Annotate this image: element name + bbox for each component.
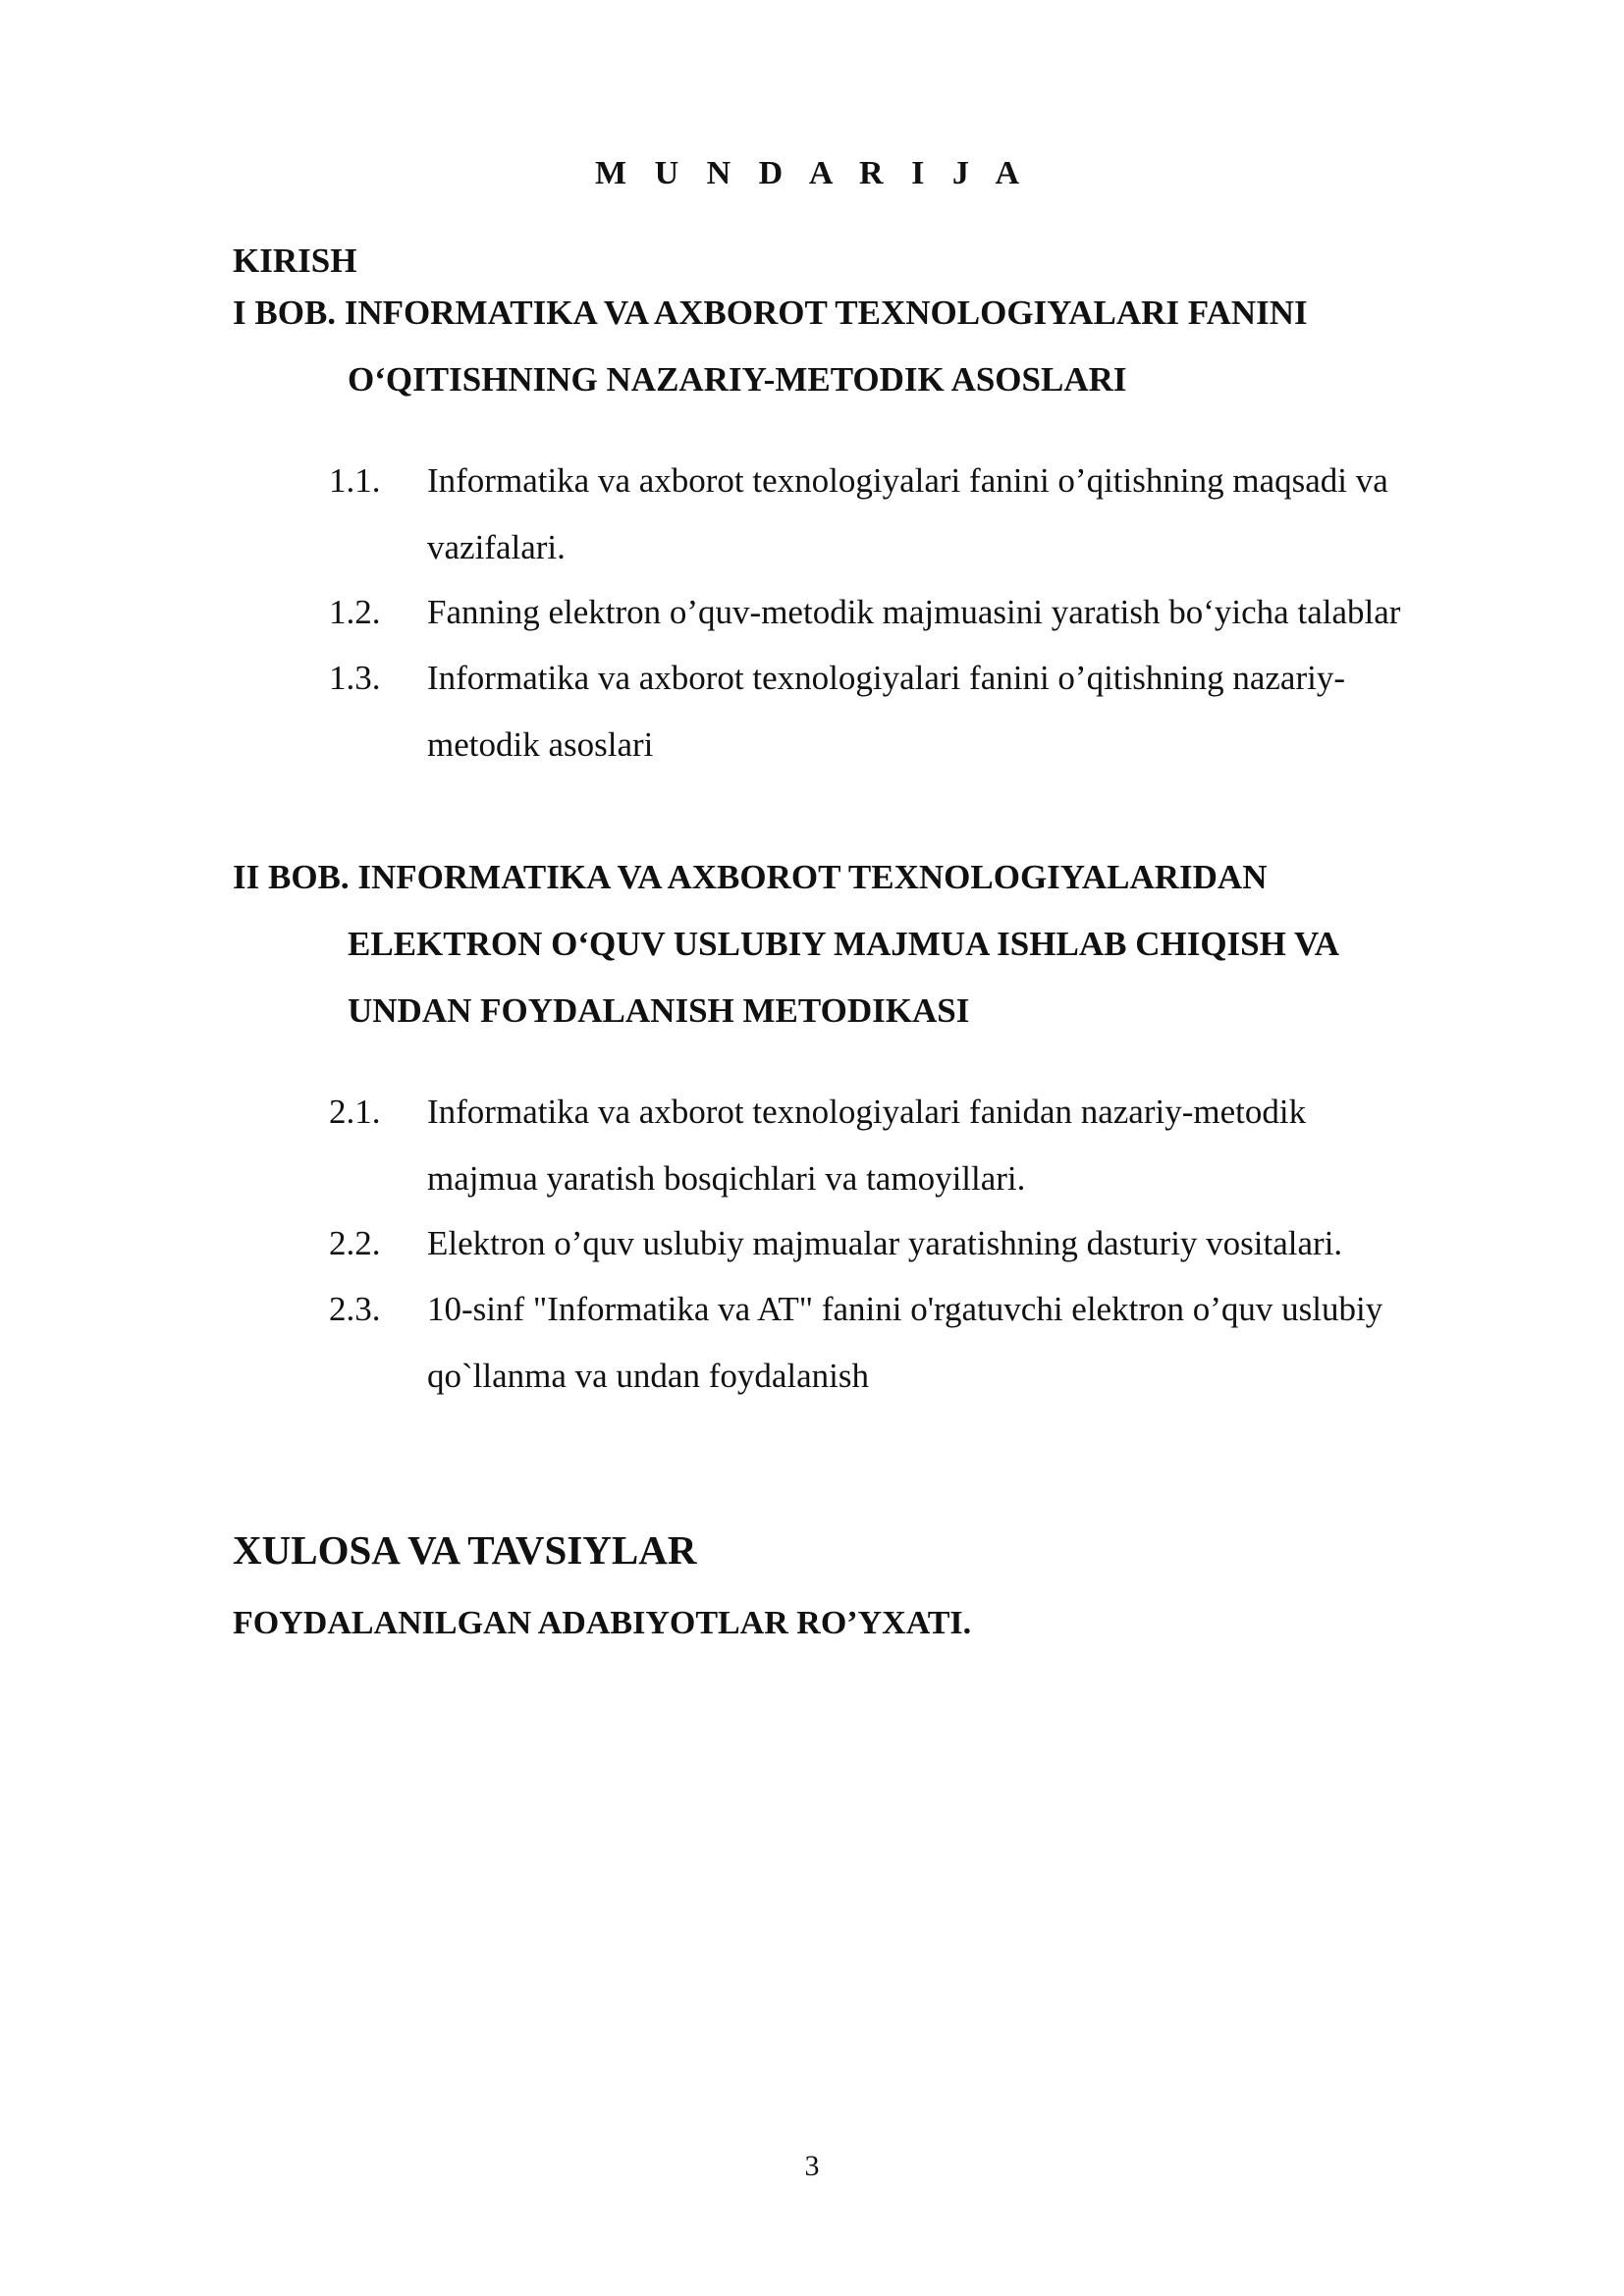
toc-item-2-1	[329, 1079, 1306, 1212]
toc-item-1-3	[329, 645, 1345, 778]
toc-item-text-line-2: vazifalari.	[427, 528, 566, 566]
toc-item-text-line-2: qo`llanma va undan foydalanish	[427, 1357, 870, 1395]
chapter-2-title-line-2: ELEKTRON O‘QUV USLUBIY MAJMUA ISHLAB CHIQISH VA	[348, 925, 1340, 963]
toc-chapter-1-heading	[233, 280, 1308, 413]
toc-item-number: 2.1.	[329, 1093, 381, 1131]
toc-item-1-1	[329, 448, 1388, 581]
toc-item-2-3	[329, 1276, 1382, 1410]
toc-chapter-2-heading	[233, 844, 1339, 1044]
toc-entry-introduction: KIRISH	[233, 241, 357, 280]
toc-item-number: 1.2.	[329, 593, 381, 631]
toc-entry-conclusion: XULOSA VA TAVSIYLAR	[233, 1527, 697, 1573]
chapter-2-title-line-1: II BOB. INFORMATIKA VA AXBOROT TEXNOLOGIYALARIDAN	[233, 858, 1268, 896]
toc-item-text-line-1: Fanning elektron o’quv-metodik majmuasini yaratish bo‘yicha talablar	[427, 593, 1401, 631]
toc-item-number: 1.3.	[329, 659, 381, 697]
toc-item-number: 1.1.	[329, 461, 381, 500]
chapter-1-title-line-1: I BOB. INFORMATIKA VA AXBOROT TEXNOLOGIYALARI FANINI	[233, 294, 1308, 332]
toc-item-text-line-1: Informatika va axborot texnologiyalari fanidan nazariy-metodik	[427, 1093, 1307, 1131]
toc-item-text-line-1: Informatika va axborot texnologiyalari fanini o’qitishning maqsadi va	[427, 461, 1388, 500]
toc-item-number: 2.3.	[329, 1290, 381, 1328]
toc-item-text-line-1: Informatika va axborot texnologiyalari fanini o’qitishning nazariy-	[427, 659, 1345, 697]
toc-item-number: 2.2.	[329, 1224, 381, 1262]
toc-item-2-2	[329, 1210, 1342, 1277]
page-number: 3	[804, 2150, 820, 2182]
toc-item-text-line-1: 10-sinf "Informatika va AT" fanini o'rgatuvchi elektron o’quv uslubiy	[427, 1290, 1383, 1328]
toc-title: M U N D A R I J A	[594, 155, 1030, 191]
toc-item-text-line-2: metodik asoslari	[427, 725, 654, 764]
toc-item-text-line-2: majmua yaratish bosqichlari va tamoyillari.	[427, 1159, 1026, 1198]
chapter-2-title-line-3: UNDAN FOYDALANISH METODIKASI	[348, 991, 970, 1030]
toc-entry-references: FOYDALANILGAN ADABIYOTLAR RO’YXATI.	[233, 1605, 972, 1641]
toc-item-text-line-1: Elektron o’quv uslubiy majmualar yaratishning dasturiy vositalari.	[427, 1224, 1343, 1262]
toc-item-1-2	[329, 579, 1400, 646]
chapter-1-title-line-2: O‘QITISHNING NAZARIY-METODIK ASOSLARI	[348, 360, 1127, 399]
